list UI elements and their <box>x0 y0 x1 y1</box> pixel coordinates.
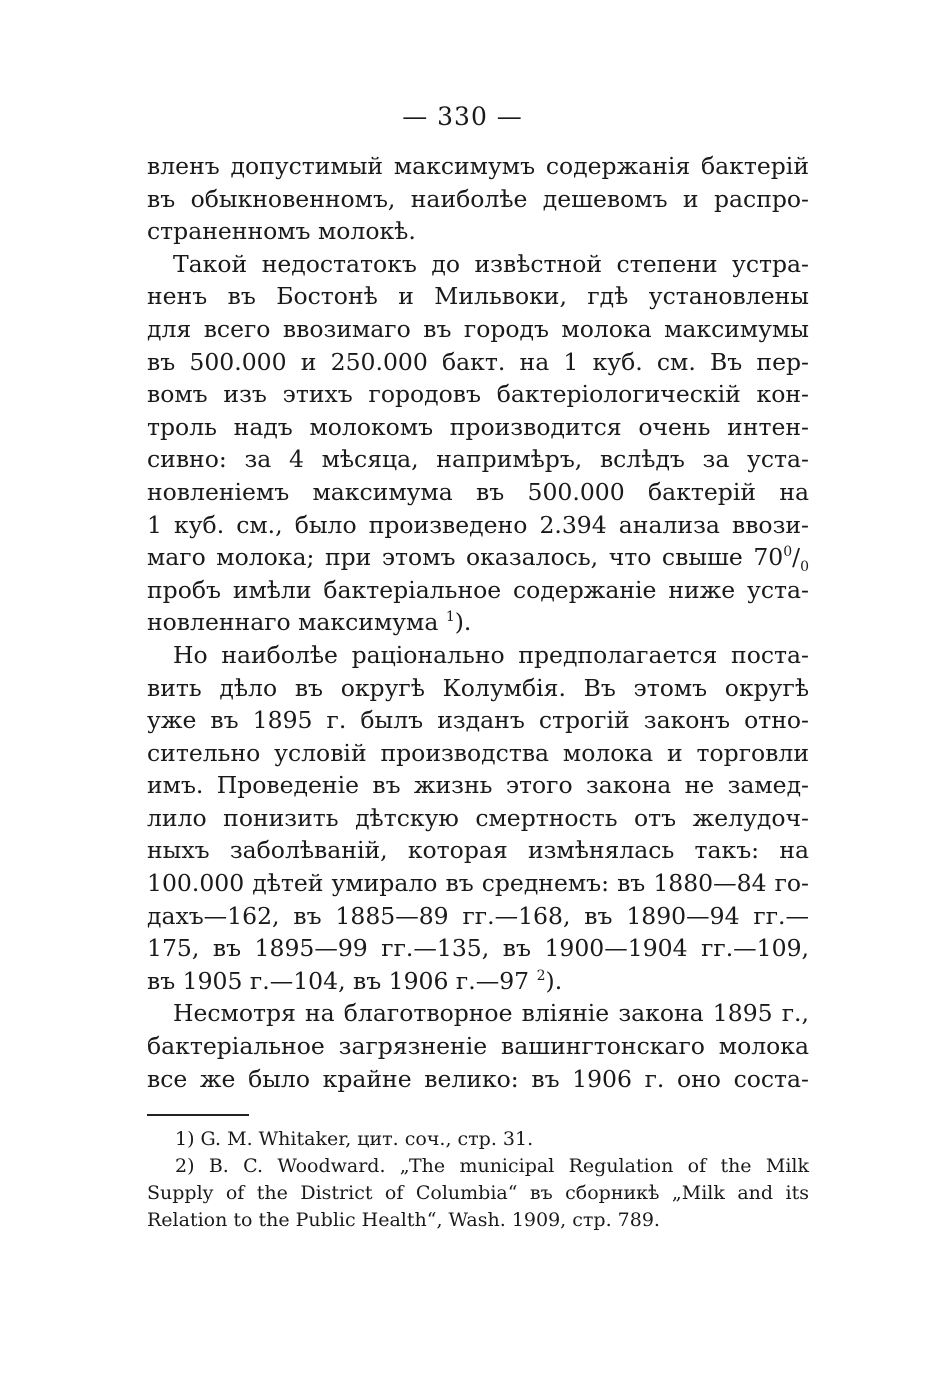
page-number: — 330 — <box>402 102 523 131</box>
percent-superscript: 0 <box>783 544 793 561</box>
text-line: вить дѣло въ округѣ Колумбія. Въ этомъ округѣ <box>147 673 809 702</box>
text-line-footnote-ref <box>147 965 809 998</box>
footnote-1: 1) G. M. Whitaker, цит. соч., стр. 31. <box>175 1128 534 1150</box>
text-line: Такой недостатокъ до извѣстной степени устра- <box>173 249 809 278</box>
text-line: сивно: за 4 мѣсяца, напримѣръ, вслѣдъ за уста- <box>147 445 809 474</box>
text-line: уже въ 1895 г. былъ изданъ строгій законъ отно- <box>147 706 809 735</box>
footnote-ref-close: ). <box>454 608 472 637</box>
text-line: все же было крайне велико: въ 1906 г. оно соста- <box>147 1064 809 1093</box>
text-line: имъ. Проведеніе въ жизнь этого закона не замед- <box>147 771 809 800</box>
text-line: троль надъ молокомъ производится очень интен- <box>147 412 809 441</box>
main-text <box>147 150 809 1095</box>
footnote-2-continued: Supply of the District of Columbia“ въ сборникѣ „Milk and its <box>147 1182 809 1204</box>
text-line: пробъ имѣли бактеріальное содержаніе ниже уста- <box>147 575 809 604</box>
footnote-2: 2) B. C. Woodward. „The municipal Regulation of the Milk <box>175 1155 809 1177</box>
footnote-ref-1: 1 <box>445 609 455 626</box>
footnotes <box>147 1126 809 1234</box>
footnote-2-continued: Relation to the Public Health“, Wash. 1909, стр. 789. <box>147 1209 660 1231</box>
text-line: страненномъ молокѣ. <box>147 217 416 246</box>
percent-subscript: 0 <box>800 559 809 576</box>
footnote-ref-2: 2 <box>536 967 546 984</box>
footnote-divider <box>147 1114 249 1116</box>
text-line: 100.000 дѣтей умирало въ среднемъ: въ 1880—84 го- <box>147 869 809 898</box>
text-line: сительно условій производства молока и торговли <box>147 738 809 767</box>
text-line: новленіемъ максимума въ 500.000 бактерій на <box>147 477 809 506</box>
text-line: Но наиболѣе раціонально предполагается поста- <box>173 640 809 669</box>
percent-slash: / <box>792 543 801 572</box>
text-line: въ обыкновенномъ, наиболѣе дешевомъ и распро- <box>147 184 809 213</box>
text-line: ненъ въ Бостонѣ и Мильвоки, гдѣ установлены <box>147 282 809 311</box>
text-line: бактеріальное загрязненіе вашингтонскаго молока <box>147 1032 809 1061</box>
text-line-footnote-ref <box>147 606 809 639</box>
text-line: вомъ изъ этихъ городовъ бактеріологическій кон- <box>147 380 809 409</box>
text-line: маго молока; при этомъ оказалось, что свыше 70 <box>147 543 784 572</box>
text-line: лило понизить дѣтскую смертность отъ желудоч- <box>147 803 809 832</box>
text-line: ныхъ заболѣваній, которая измѣнялась такъ: на <box>147 836 809 865</box>
text-line: дахъ—162, въ 1885—89 гг.—168, въ 1890—94 гг.— <box>147 901 809 930</box>
text-line: въ 1905 г.—104, въ 1906 г.—97 <box>147 966 530 995</box>
text-line: для всего ввозимаго въ городъ молока максимумы <box>147 314 809 343</box>
text-line: 1 куб. см., было произведено 2.394 анализа ввози- <box>147 510 809 539</box>
footnote-ref-close: ). <box>545 966 563 995</box>
text-line: 175, въ 1895—99 гг.—135, въ 1900—1904 гг.—109, <box>147 934 809 963</box>
text-line: въ 500.000 и 250.000 бакт. на 1 куб. см. Въ пер- <box>147 347 809 376</box>
text-line: новленнаго максимума <box>147 608 439 637</box>
text-line-percent <box>147 541 809 574</box>
text-line: вленъ допустимый максимумъ содержанія бактерій <box>147 152 809 180</box>
text-line: Несмотря на благотворное вліяніе закона 1895 г., <box>173 999 809 1028</box>
